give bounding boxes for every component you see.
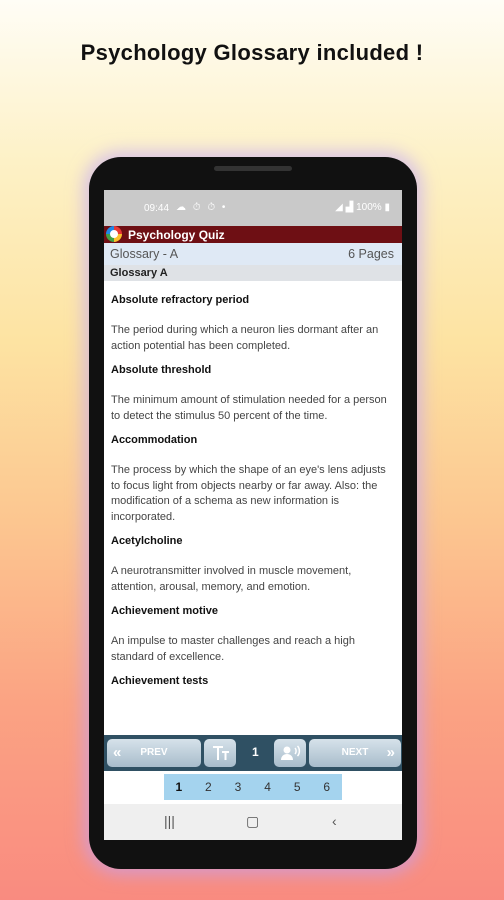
glossary-title: Glossary - A xyxy=(110,247,179,261)
next-button[interactable] xyxy=(309,739,401,767)
glossary-term: Accommodation xyxy=(111,434,198,446)
bottom-toolbar xyxy=(104,735,402,771)
section-title: Glossary A xyxy=(104,265,402,281)
glossary-term: Achievement motive xyxy=(111,605,218,617)
wifi-icon: ◢ xyxy=(335,202,343,213)
back-icon[interactable]: ‹ xyxy=(332,813,337,829)
prev-button[interactable] xyxy=(107,739,201,767)
page-link[interactable]: 2 xyxy=(205,780,212,794)
glossary-list xyxy=(104,281,402,688)
status-notification-icons: ☁ ⏱ ⏱ • xyxy=(176,202,228,213)
page-link[interactable]: 6 xyxy=(323,780,331,794)
signal-icon: ▟ xyxy=(345,202,354,213)
app-title: Psychology Quiz xyxy=(128,228,225,242)
battery-level: 100% xyxy=(356,202,382,213)
prev-label: PREV xyxy=(140,747,168,758)
page-selector xyxy=(164,774,342,800)
recents-icon[interactable]: ||| xyxy=(164,813,175,829)
home-icon[interactable]: ▢ xyxy=(246,813,260,829)
speaker-person-icon xyxy=(274,739,306,767)
glossary-definition: The minimum amount of stimulation needed for a person to detect the stimulus 50 percent of the time. xyxy=(111,394,387,422)
glossary-term: Achievement tests xyxy=(111,675,209,687)
glossary-subheader xyxy=(104,243,402,265)
glossary-term: Acetylcholine xyxy=(111,535,183,547)
status-right xyxy=(335,202,390,213)
page-link[interactable]: 3 xyxy=(234,780,242,794)
next-arrow-icon: » xyxy=(386,744,395,761)
glossary-definition: A neurotransmitter involved in muscle movement, attention, arousal, memory, and emotion. xyxy=(111,565,352,593)
app-logo-icon xyxy=(106,226,122,242)
system-nav-bar xyxy=(104,804,402,840)
glossary-term: Absolute threshold xyxy=(111,364,212,376)
current-page-number: 1 xyxy=(252,745,259,759)
page-count: 6 Pages xyxy=(348,247,394,261)
status-time: 09:44 xyxy=(144,203,170,214)
glossary-definition: The period during which a neuron lies dormant after an action potential has been completed. xyxy=(111,324,379,352)
text-size-button[interactable] xyxy=(204,739,236,767)
phone-speaker xyxy=(214,166,292,171)
text-size-icon xyxy=(204,739,236,767)
page-link[interactable]: 5 xyxy=(293,780,301,794)
glossary-definition: An impulse to master challenges and reach a high standard of excellence. xyxy=(111,635,355,663)
prev-arrow-icon: « xyxy=(113,744,122,761)
glossary-term: Absolute refractory period xyxy=(111,294,250,306)
read-aloud-button[interactable] xyxy=(274,739,306,767)
battery-icon: ▮ xyxy=(384,202,390,213)
phone-frame xyxy=(89,157,417,869)
app-bar xyxy=(104,226,402,243)
status-bar xyxy=(104,190,402,226)
page-link[interactable]: 1 xyxy=(175,780,183,794)
phone-screen xyxy=(104,190,402,840)
glossary-definition: The process by which the shape of an eye's lens adjusts to focus light from objects nearby or far away. Also: the modification of a schema as new information is incorporated. xyxy=(111,464,386,523)
next-label: NEXT xyxy=(341,747,369,758)
promo-headline: Psychology Glossary included ! xyxy=(80,40,424,65)
page-link[interactable]: 4 xyxy=(264,780,271,794)
